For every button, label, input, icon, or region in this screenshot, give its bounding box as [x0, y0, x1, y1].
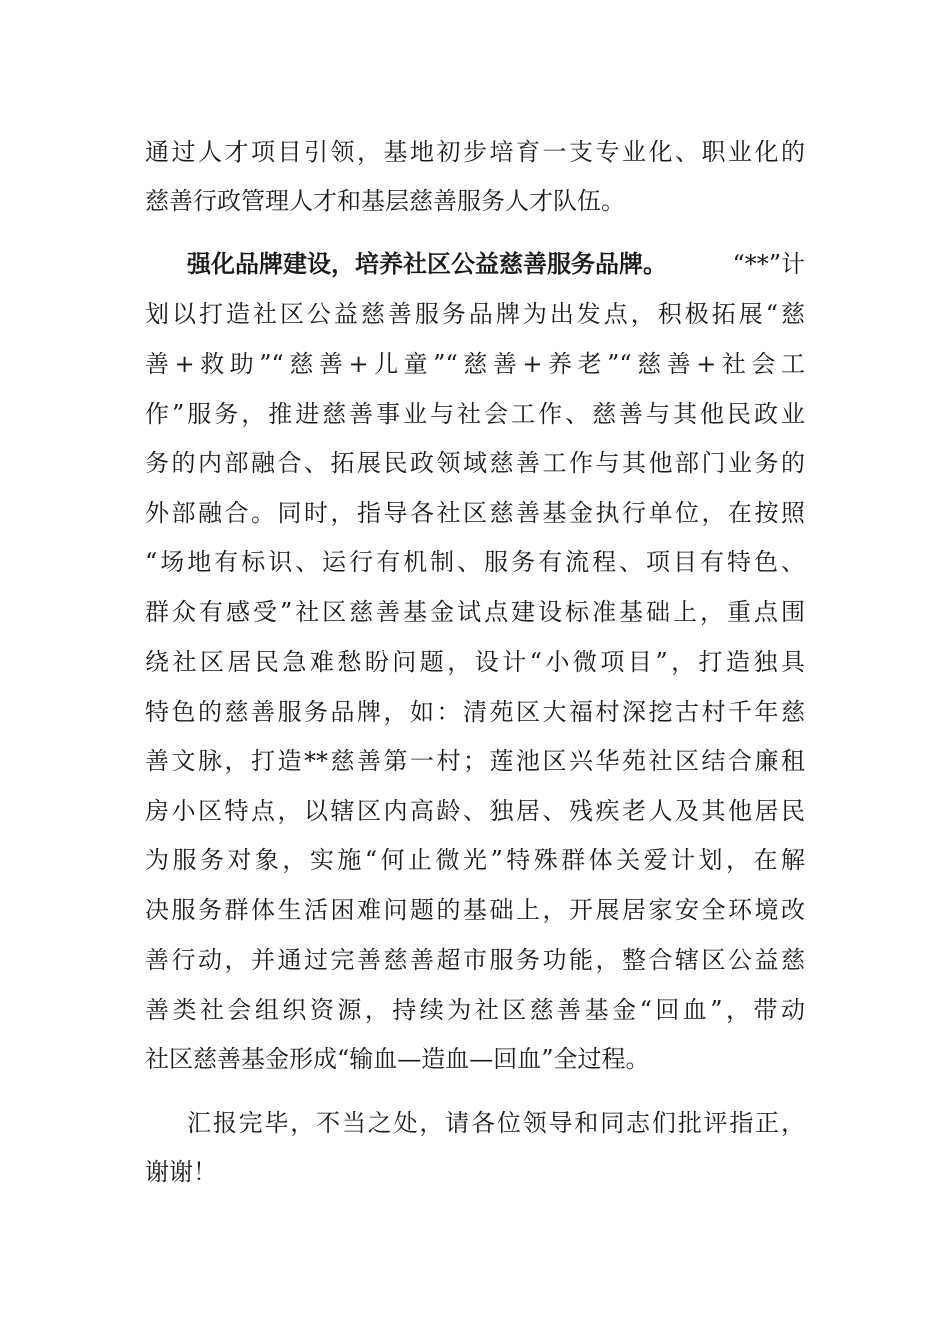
body-text-line: 善+救助”“慈善+儿童”“慈善+养老”“慈善+社会工 — [145, 350, 805, 378]
body-text-line: 群众有感受”社区慈善基金试点建设标准基础上，重点围 — [145, 598, 805, 626]
body-text-line: 决服务群体生活困难问题的基础上，开展居家安全环境改 — [145, 896, 805, 924]
body-text-line: 谢谢！ — [145, 1158, 217, 1186]
body-text-line: 务的内部融合、拓展民政领域慈善工作与其他部门业务的 — [145, 449, 805, 477]
heading-tail-text: “**”计 — [732, 250, 805, 278]
body-text-line: 划以打造社区公益慈善服务品牌为出发点，积极拓展“慈 — [145, 300, 805, 328]
body-text-line: 作”服务，推进慈善事业与社会工作、慈善与其他民政业 — [145, 400, 805, 428]
body-text-line: 善行动，并通过完善慈善超市服务功能，整合辖区公益慈 — [145, 946, 805, 974]
body-text-line: 善文脉，打造**慈善第一村；莲池区兴华苑社区结合廉租 — [145, 747, 805, 775]
body-text-line: 特色的慈善服务品牌，如：清苑区大福村深挖古村千年慈 — [145, 698, 805, 726]
paragraph-heading-line — [187, 249, 805, 279]
body-text-line: 善类社会组织资源，持续为社区慈善基金“回血”，带动 — [145, 996, 805, 1024]
paragraph-heading: 强化品牌建设，培养社区公益慈善服务品牌。 — [187, 249, 667, 278]
body-text-line: 社区慈善基金形成“输血—造血—回血”全过程。 — [145, 1045, 650, 1073]
body-text-line: 外部融合。同时，指导各社区慈善基金执行单位，在按照 — [145, 499, 805, 527]
body-text-line: 通过人才项目引领，基地初步培育一支专业化、职业化的 — [145, 138, 805, 166]
body-text-line: 慈善行政管理人才和基层慈善服务人才队伍。 — [145, 187, 625, 215]
body-text-line: 汇报完毕，不当之处，请各位领导和同志们批评指正， — [187, 1109, 805, 1137]
body-text-line: 绕社区居民急难愁盼问题，设计“小微项目”，打造独具 — [145, 648, 805, 676]
body-text-line: 为服务对象，实施“何止微光”特殊群体关爱计划，在解 — [145, 846, 805, 874]
body-text-line: 房小区特点，以辖区内高龄、独居、残疾老人及其他居民 — [145, 797, 805, 825]
body-text-line: “场地有标识、运行有机制、服务有流程、项目有特色、 — [145, 548, 805, 576]
